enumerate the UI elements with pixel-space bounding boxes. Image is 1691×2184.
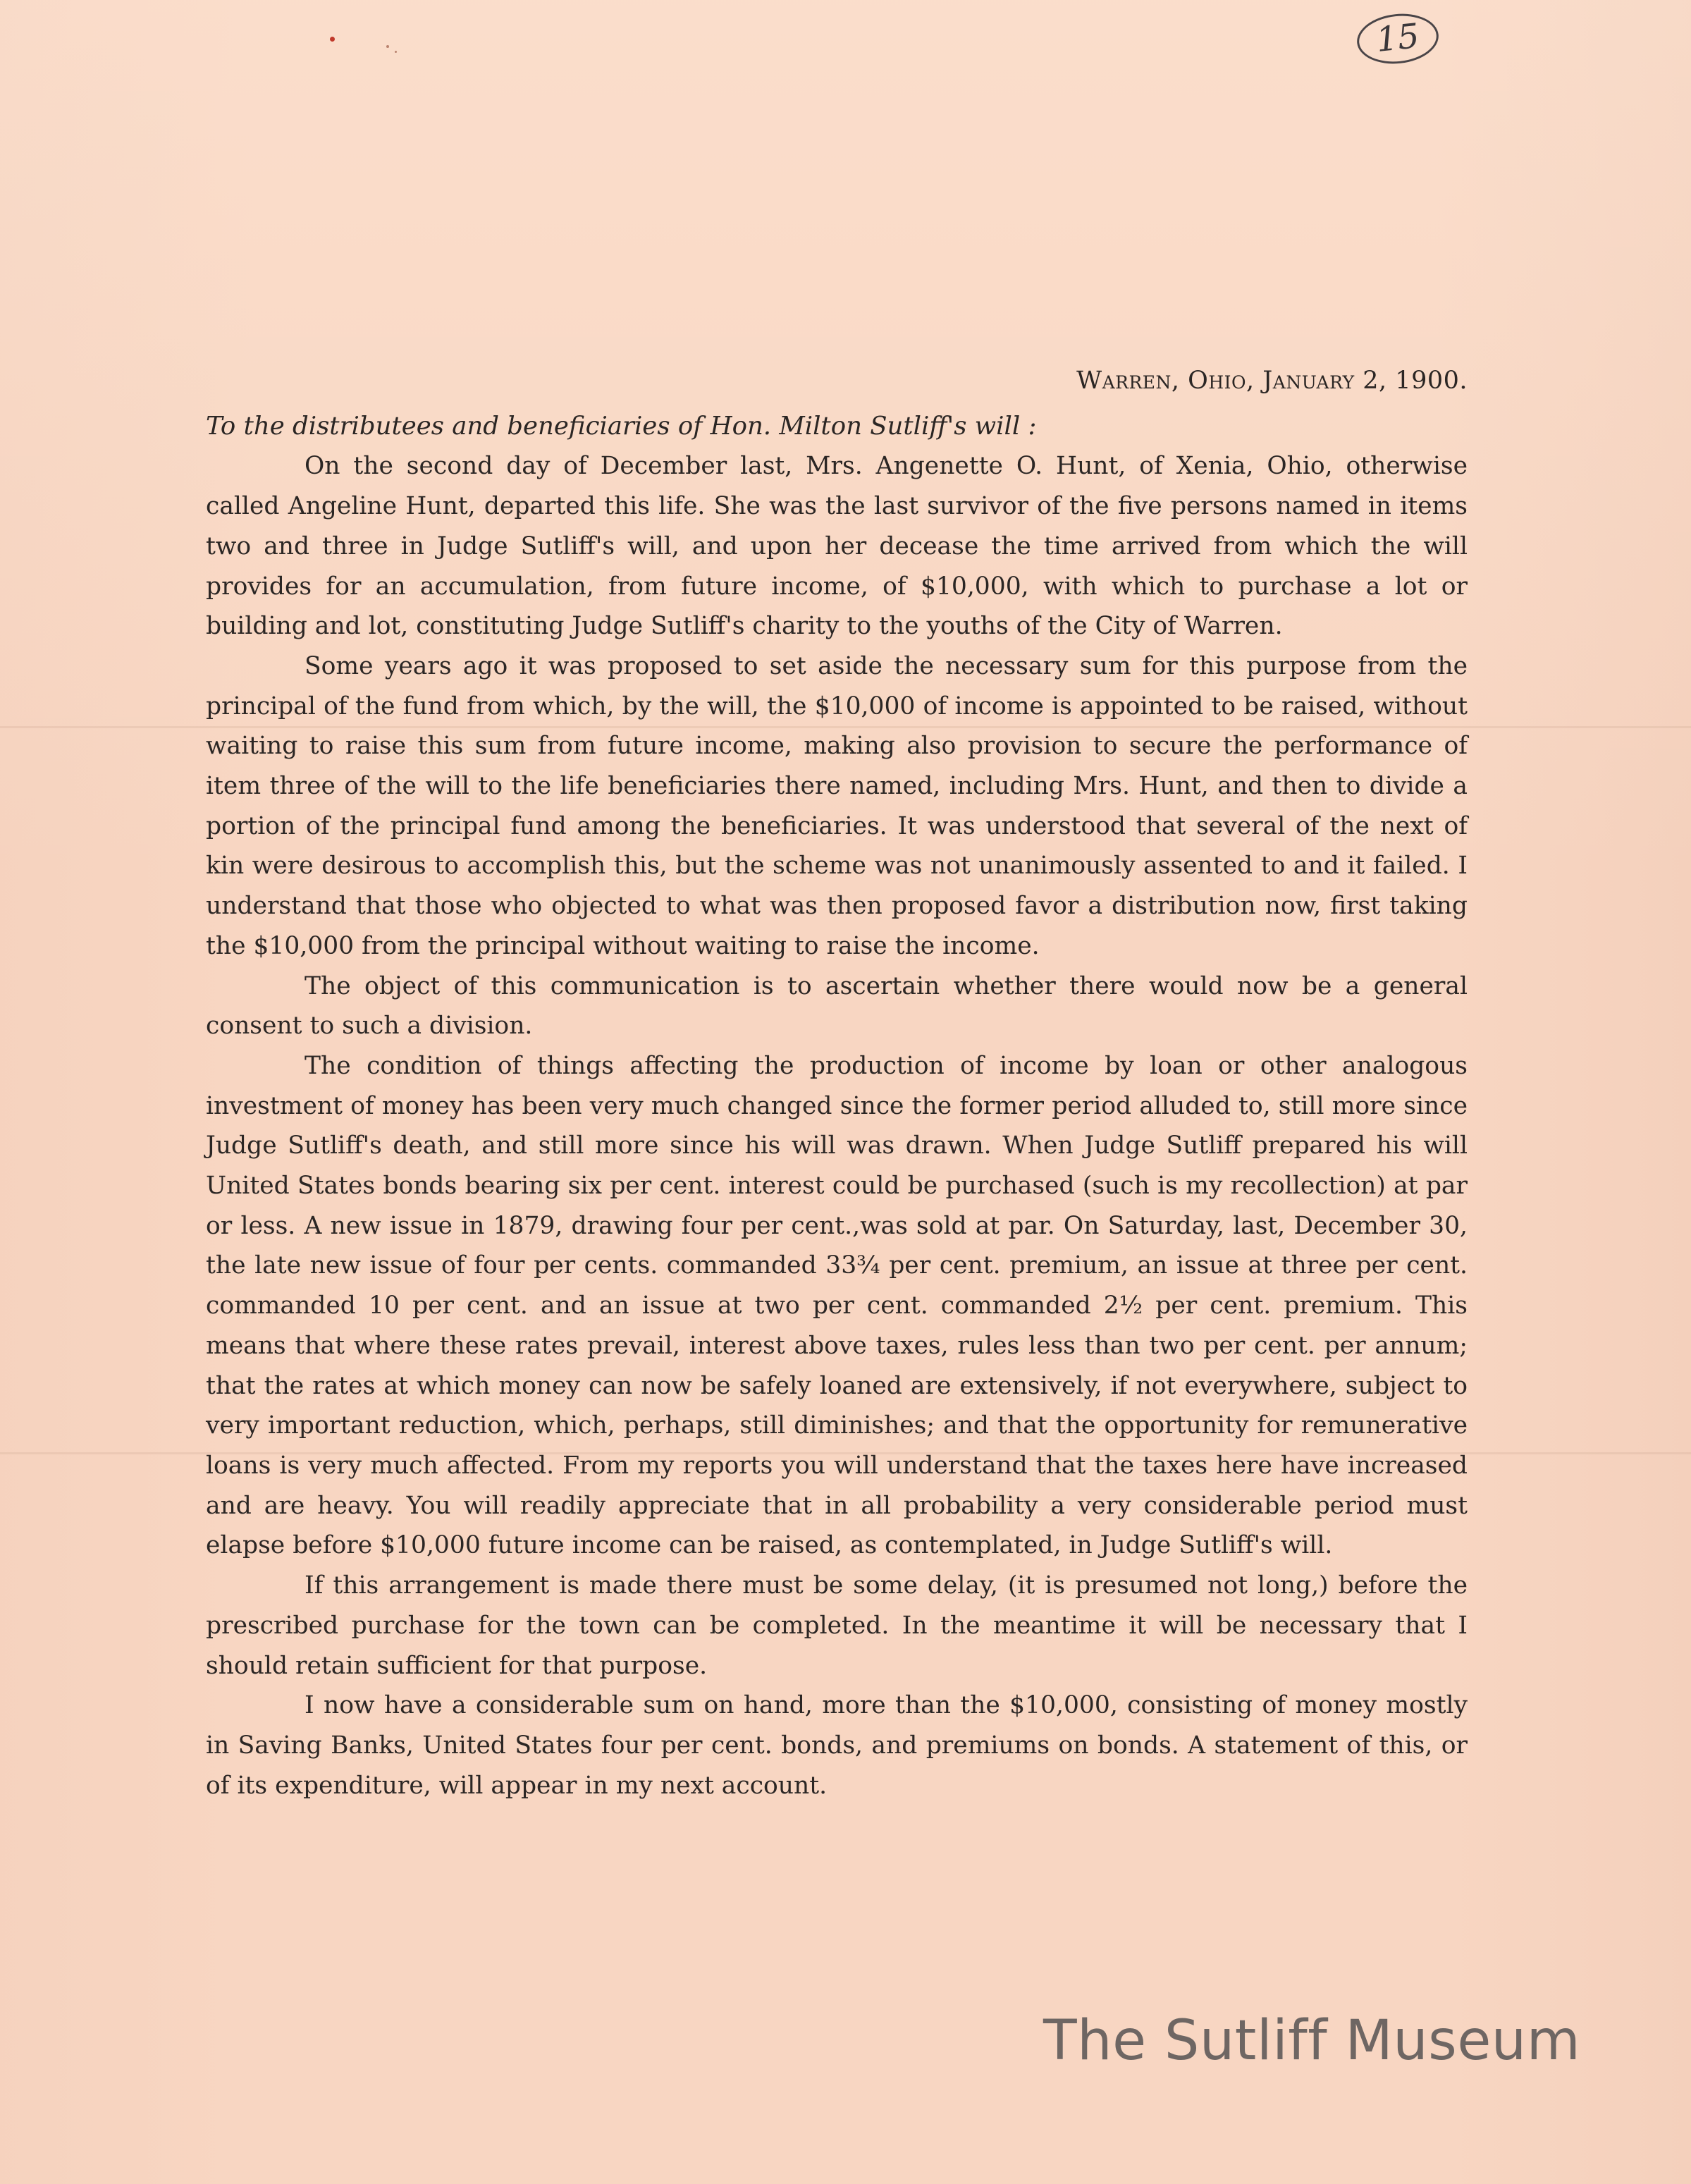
paragraph: On the second day of December last, Mrs. Angenette O. Hunt, of Xenia, Ohio, otherwise called Angeline Hunt, departed this life. She was the last survivor of the five persons named in items two and three in Judge Sutliff's will, and upon her decease the time arrived from which the will provides for an accumulation, from future income, of $10,000, with which to purchase a lot or building and lot, constituting Judge Sutliff's charity to the youths of the City of Warren.	[206, 452, 1468, 641]
paragraph: I now have a considerable sum on hand, more than the $10,000, consisting of money mostly in Saving Banks, United States four per cent. bonds, and premiums on bonds. A statement of this, or of its expenditure, will appear in my next account.	[206, 1691, 1468, 1800]
letter-body	[206, 361, 1468, 1805]
paragraph: The condition of things affecting the production of income by loan or other analogous investment of money has been very much changed since the former period alluded to, still more since Judge Sutliff's death, and still more since his will was drawn. When Judge Sutliff prepared his will United States bonds bearing six per cent. interest could be purchased (such is my recollection) at par or less. A new issue in 1879, drawing four per cent.,was sold at par. On Saturday, last, December 30, the late new issue of four per cents. commanded 33¾ per cent. premium, an issue at three per cent. commanded 10 per cent. and an issue at two per cent. commanded 2½ per cent. premium. This means that where these rates prevail, interest above taxes, rules less than two per cent. per annum; that the rates at which money can now be safely loaned are extensively, if not everywhere, subject to very important reduction, which, perhaps, still diminishes; and that the opportunity for remunerative loans is very much affected. From my reports you will understand that the taxes here have increased and are heavy. You will readily appreciate that in all probability a very considerable period must elapse before $10,000 future income can be raised, as contemplated, in Judge Sutliff's will.	[206, 1051, 1468, 1560]
paragraph: Some years ago it was proposed to set aside the necessary sum for this purpose from the principal of the fund from which, by the will, the $10,000 of income is appointed to be raised, without waiting to raise this sum from future income, making also provision to secure the performance of item three of the will to the life beneficiaries there named, including Mrs. Hunt, and then to divide a portion of the principal fund among the beneficiaries. It was understood that several of the next of kin were desirous to accomplish this, but the scheme was not unanimously assented to and it failed. I understand that those who objected to what was then proposed favor a distribution now, first taking the $10,000 from the principal without waiting to raise the income.	[206, 651, 1468, 960]
ink-speck	[330, 37, 335, 42]
museum-watermark: The Sutliff Museum	[1043, 2009, 1581, 2073]
ink-speck	[386, 45, 389, 48]
ink-speck	[395, 51, 397, 53]
paragraph: The object of this communication is to ascertain whether there would now be a general consent to such a division.	[206, 971, 1468, 1041]
dateline: Warren, Ohio, January 2, 1900.	[1076, 367, 1468, 395]
paragraph: If this arrangement is made there must be some delay, (it is presumed not long,) before the prescribed purchase for the town can be completed. In the meantime it will be necessary that I should retain sufficient for that purpose.	[206, 1571, 1468, 1680]
circled-page-number: 15	[1355, 10, 1441, 68]
salutation: To the distributees and beneficiaries of Hon. Milton Sutliff's will :	[206, 411, 1037, 441]
